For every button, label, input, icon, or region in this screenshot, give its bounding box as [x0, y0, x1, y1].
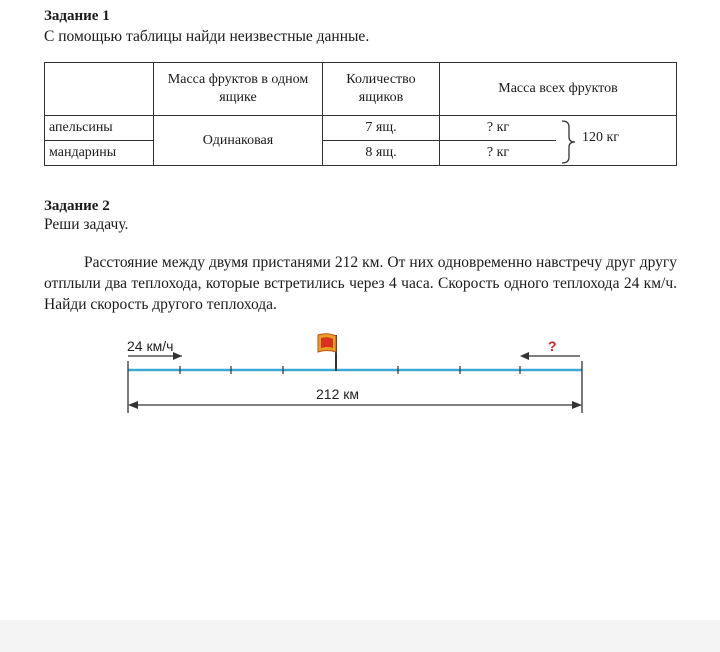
flag-icon — [318, 334, 336, 371]
task1-title: Задание 1 — [44, 8, 110, 24]
table-row — [45, 116, 677, 141]
brace-icon — [560, 119, 580, 165]
task1-instruction: С помощью таблицы найди неизвестные данные. — [44, 28, 370, 45]
total-mass-value: 120 кг — [582, 130, 620, 145]
table-header-row — [45, 63, 677, 116]
header-mass-per-box: Масса фруктов в одном ящике — [154, 63, 323, 116]
fruit-table — [44, 62, 677, 166]
task2-title: Задание 2 — [44, 198, 110, 214]
header-box-count: Количество ящиков — [323, 63, 440, 116]
dim-left-arrowhead-icon — [128, 401, 138, 409]
header-total-mass: Масса всех фруктов — [440, 63, 677, 116]
header-empty — [45, 63, 154, 116]
distance-diagram — [110, 325, 600, 425]
problem-text: Расстояние между двумя пристанями 212 км. От них одновременно навстречу друг другу отплыли два теплохода, которые встретились через 4 часа. Скорость одного теплохода 24 км/ч. Найди скорость другого теплохода. — [44, 254, 677, 313]
count-oranges: 7 ящ. — [323, 116, 440, 141]
dim-right-arrowhead-icon — [572, 401, 582, 409]
task2-instruction: Реши задачу. — [44, 216, 129, 233]
bottom-band — [0, 620, 720, 652]
right-speed-label: ? — [548, 338, 557, 354]
total-tangerines: ? кг — [440, 141, 557, 166]
left-arrowhead-icon — [173, 352, 182, 360]
count-tangerines: 8 ящ. — [323, 141, 440, 166]
right-arrowhead-icon — [520, 352, 529, 360]
distance-label: 212 км — [316, 386, 359, 402]
total-mass-cell — [556, 116, 677, 166]
row-name-tangerines: мандарины — [45, 141, 154, 166]
row-name-oranges: апельсины — [45, 116, 154, 141]
total-oranges: ? кг — [440, 116, 557, 141]
mass-per-box-cell: Одинаковая — [154, 116, 323, 166]
left-speed-label: 24 км/ч — [127, 338, 174, 354]
